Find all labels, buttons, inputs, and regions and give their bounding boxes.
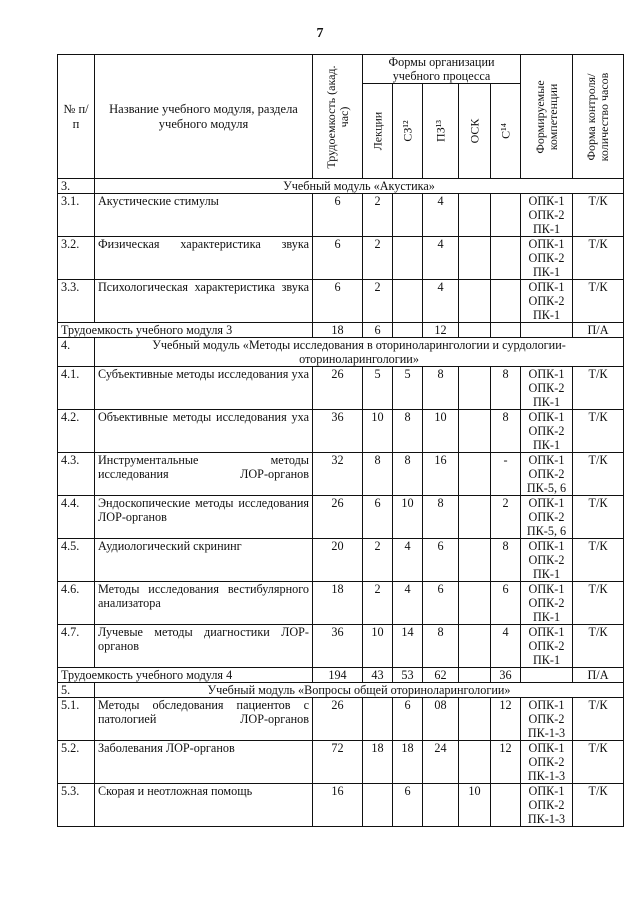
table-row	[58, 784, 624, 827]
section-number: 3.3.	[58, 280, 95, 323]
control-form: Т/К	[573, 741, 624, 784]
lecture-hours: 5	[363, 367, 393, 410]
total-competencies	[521, 668, 573, 683]
lecture-hours: 18	[363, 741, 393, 784]
osk-hours	[459, 367, 491, 410]
control-form: Т/К	[573, 280, 624, 323]
page-number: 7	[316, 26, 324, 41]
sz-hours: 4	[393, 539, 423, 582]
total-osk	[459, 668, 491, 683]
section-name: Скорая и неотложная помощь	[95, 784, 313, 827]
total-pz: 62	[423, 668, 459, 683]
competency-code: ПК-1	[532, 222, 561, 236]
labor-hours: 20	[313, 539, 363, 582]
total-lectures: 43	[363, 668, 393, 683]
module-total-row	[58, 323, 624, 338]
pz-hours: 8	[423, 496, 459, 539]
table-row	[58, 741, 624, 784]
lecture-hours	[363, 784, 393, 827]
module-title: Учебный модуль «Вопросы общей оториноларингологии»	[95, 683, 624, 698]
total-labor: 18	[313, 323, 363, 338]
module-title: Учебный модуль «Методы исследования в оториноларингологии и сурдологии-оториноларингологии»	[95, 338, 624, 367]
competency-code: ОПК-1	[528, 582, 565, 596]
total-control: П/А	[573, 668, 624, 683]
pz-hours	[423, 784, 459, 827]
competencies	[521, 625, 573, 668]
module-total-label: Трудоемкость учебного модуля 4	[58, 668, 313, 683]
section-name: Психологическая характеристика звука	[95, 280, 313, 323]
header-control: Форма контроля/ количество часов	[573, 55, 624, 179]
competency-code: ОПК-1	[528, 410, 565, 424]
lecture-hours: 10	[363, 410, 393, 453]
osk-hours	[459, 280, 491, 323]
competencies	[521, 582, 573, 625]
module-header-row	[58, 179, 624, 194]
lecture-hours: 2	[363, 280, 393, 323]
section-number: 5.3.	[58, 784, 95, 827]
section-name: Физическая характеристика звука	[95, 237, 313, 280]
control-form: Т/К	[573, 698, 624, 741]
s-hours: 8	[491, 539, 521, 582]
lecture-hours	[363, 698, 393, 741]
competency-code: ПК-1	[532, 438, 561, 452]
total-s: 36	[491, 668, 521, 683]
osk-hours	[459, 625, 491, 668]
competency-code: ОПК-2	[528, 251, 565, 265]
section-name: Заболевания ЛОР-органов	[95, 741, 313, 784]
table-row	[58, 410, 624, 453]
competency-code: ОПК-1	[528, 367, 565, 381]
competency-code: ПК-5, 6	[526, 524, 567, 538]
competency-code: ОПК-1	[528, 280, 565, 294]
section-number: 4.3.	[58, 453, 95, 496]
s-hours: 4	[491, 625, 521, 668]
competencies	[521, 367, 573, 410]
section-number: 4.6.	[58, 582, 95, 625]
section-name: Объективные методы исследования уха	[95, 410, 313, 453]
section-name: Субъективные методы исследования уха	[95, 367, 313, 410]
header-name: Название учебного модуля, раздела учебного модуля	[95, 55, 313, 179]
competency-code: ОПК-1	[528, 453, 565, 467]
s-hours: -	[491, 453, 521, 496]
header-num: № п/п	[58, 55, 95, 179]
competency-code: ПК-1	[532, 653, 561, 667]
pz-hours: 24	[423, 741, 459, 784]
pz-hours: 8	[423, 367, 459, 410]
module-number: 3.	[58, 179, 95, 194]
s-hours	[491, 280, 521, 323]
labor-hours: 36	[313, 410, 363, 453]
table-row	[58, 625, 624, 668]
table-row	[58, 539, 624, 582]
sz-hours: 4	[393, 582, 423, 625]
sz-hours: 8	[393, 410, 423, 453]
control-form: Т/К	[573, 784, 624, 827]
competencies	[521, 496, 573, 539]
total-sz: 53	[393, 668, 423, 683]
competency-code: ПК-1	[532, 265, 561, 279]
table-row	[58, 496, 624, 539]
header-pz: ПЗ¹³	[423, 84, 459, 179]
lecture-hours: 2	[363, 582, 393, 625]
s-hours: 2	[491, 496, 521, 539]
control-form: Т/К	[573, 582, 624, 625]
lecture-hours: 8	[363, 453, 393, 496]
osk-hours	[459, 453, 491, 496]
competency-code: ОПК-2	[528, 510, 565, 524]
s-hours	[491, 784, 521, 827]
module-number: 4.	[58, 338, 95, 367]
pz-hours: 6	[423, 539, 459, 582]
control-form: Т/К	[573, 237, 624, 280]
section-number: 4.1.	[58, 367, 95, 410]
section-name: Акустические стимулы	[95, 194, 313, 237]
section-number: 3.2.	[58, 237, 95, 280]
header-s: С¹⁴	[491, 84, 521, 179]
competency-code: ОПК-2	[528, 712, 565, 726]
competency-code: ОПК-2	[528, 424, 565, 438]
control-form: Т/К	[573, 453, 624, 496]
competency-code: ПК-1	[532, 308, 561, 322]
header-forms-group: Формы организации учебного процесса	[363, 55, 521, 84]
sz-hours	[393, 280, 423, 323]
module-header-row	[58, 338, 624, 367]
total-s	[491, 323, 521, 338]
pz-hours: 08	[423, 698, 459, 741]
curriculum-table	[57, 54, 624, 827]
competency-code: ПК-1-3	[527, 726, 566, 740]
total-pz: 12	[423, 323, 459, 338]
total-competencies	[521, 323, 573, 338]
competency-code: ОПК-2	[528, 553, 565, 567]
section-name: Лучевые методы диагностики ЛОР-органов	[95, 625, 313, 668]
header-sz: СЗ¹²	[393, 84, 423, 179]
competencies	[521, 280, 573, 323]
sz-hours: 8	[393, 453, 423, 496]
competencies	[521, 784, 573, 827]
competencies	[521, 698, 573, 741]
competency-code: ОПК-2	[528, 798, 565, 812]
labor-hours: 6	[313, 237, 363, 280]
section-name: Аудиологический скрининг	[95, 539, 313, 582]
table-row	[58, 280, 624, 323]
control-form: Т/К	[573, 496, 624, 539]
total-labor: 194	[313, 668, 363, 683]
osk-hours	[459, 582, 491, 625]
competency-code: ОПК-2	[528, 467, 565, 481]
osk-hours	[459, 698, 491, 741]
control-form: Т/К	[573, 194, 624, 237]
table-row	[58, 453, 624, 496]
module-number: 5.	[58, 683, 95, 698]
osk-hours: 10	[459, 784, 491, 827]
competency-code: ОПК-1	[528, 784, 565, 798]
competency-code: ОПК-2	[528, 381, 565, 395]
competency-code: ОПК-2	[528, 755, 565, 769]
header-osk: ОСК	[459, 84, 491, 179]
labor-hours: 16	[313, 784, 363, 827]
competency-code: ОПК-2	[528, 596, 565, 610]
sz-hours: 6	[393, 698, 423, 741]
competencies	[521, 453, 573, 496]
pz-hours: 4	[423, 194, 459, 237]
total-osk	[459, 323, 491, 338]
section-number: 4.5.	[58, 539, 95, 582]
section-number: 4.4.	[58, 496, 95, 539]
table-row	[58, 582, 624, 625]
competency-code: ПК-5, 6	[526, 481, 567, 495]
s-hours: 6	[491, 582, 521, 625]
total-control: П/А	[573, 323, 624, 338]
competency-code: ОПК-1	[528, 194, 565, 208]
header-competencies: Формируемые компетенции	[521, 55, 573, 179]
total-sz	[393, 323, 423, 338]
osk-hours	[459, 194, 491, 237]
total-lectures: 6	[363, 323, 393, 338]
competency-code: ОПК-1	[528, 237, 565, 251]
competency-code: ПК-1	[532, 395, 561, 409]
osk-hours	[459, 410, 491, 453]
pz-hours: 4	[423, 237, 459, 280]
osk-hours	[459, 539, 491, 582]
section-number: 3.1.	[58, 194, 95, 237]
competency-code: ПК-1-3	[527, 812, 566, 826]
section-number: 4.2.	[58, 410, 95, 453]
sz-hours: 14	[393, 625, 423, 668]
pz-hours: 4	[423, 280, 459, 323]
competency-code: ОПК-1	[528, 496, 565, 510]
module-title: Учебный модуль «Акустика»	[95, 179, 624, 194]
competency-code: ОПК-1	[528, 625, 565, 639]
labor-hours: 72	[313, 741, 363, 784]
competency-code: ОПК-2	[528, 294, 565, 308]
s-hours	[491, 237, 521, 280]
competencies	[521, 237, 573, 280]
osk-hours	[459, 741, 491, 784]
competency-code: ОПК-2	[528, 208, 565, 222]
header-labor: Трудоемкость (акад. час)	[313, 55, 363, 179]
sz-hours	[393, 237, 423, 280]
competency-code: ОПК-1	[528, 539, 565, 553]
section-number: 5.1.	[58, 698, 95, 741]
lecture-hours: 2	[363, 237, 393, 280]
lecture-hours: 2	[363, 194, 393, 237]
table-row	[58, 367, 624, 410]
lecture-hours: 10	[363, 625, 393, 668]
osk-hours	[459, 496, 491, 539]
competency-code: ПК-1	[532, 610, 561, 624]
control-form: Т/К	[573, 625, 624, 668]
lecture-hours: 6	[363, 496, 393, 539]
s-hours: 12	[491, 741, 521, 784]
labor-hours: 6	[313, 194, 363, 237]
section-name: Эндоскопические методы исследования ЛОР-органов	[95, 496, 313, 539]
labor-hours: 18	[313, 582, 363, 625]
sz-hours: 5	[393, 367, 423, 410]
section-name: Инструментальные методы исследования ЛОР-органов	[95, 453, 313, 496]
s-hours: 8	[491, 367, 521, 410]
labor-hours: 26	[313, 698, 363, 741]
s-hours: 8	[491, 410, 521, 453]
sz-hours: 6	[393, 784, 423, 827]
header-lectures: Лекции	[363, 84, 393, 179]
competencies	[521, 410, 573, 453]
competency-code: ОПК-1	[528, 698, 565, 712]
sz-hours: 18	[393, 741, 423, 784]
lecture-hours: 2	[363, 539, 393, 582]
section-name: Методы исследования вестибулярного анализатора	[95, 582, 313, 625]
table-row	[58, 698, 624, 741]
table-row	[58, 237, 624, 280]
competency-code: ПК-1	[532, 567, 561, 581]
labor-hours: 6	[313, 280, 363, 323]
labor-hours: 36	[313, 625, 363, 668]
pz-hours: 6	[423, 582, 459, 625]
competencies	[521, 741, 573, 784]
pz-hours: 8	[423, 625, 459, 668]
labor-hours: 26	[313, 367, 363, 410]
module-total-label: Трудоемкость учебного модуля 3	[58, 323, 313, 338]
pz-hours: 10	[423, 410, 459, 453]
section-number: 5.2.	[58, 741, 95, 784]
labor-hours: 32	[313, 453, 363, 496]
pz-hours: 16	[423, 453, 459, 496]
osk-hours	[459, 237, 491, 280]
control-form: Т/К	[573, 410, 624, 453]
competencies	[521, 194, 573, 237]
sz-hours: 10	[393, 496, 423, 539]
competency-code: ОПК-2	[528, 639, 565, 653]
labor-hours: 26	[313, 496, 363, 539]
control-form: Т/К	[573, 367, 624, 410]
sz-hours	[393, 194, 423, 237]
competency-code: ОПК-1	[528, 741, 565, 755]
section-number: 4.7.	[58, 625, 95, 668]
module-header-row	[58, 683, 624, 698]
section-name: Методы обследования пациентов с патологией ЛОР-органов	[95, 698, 313, 741]
competencies	[521, 539, 573, 582]
control-form: Т/К	[573, 539, 624, 582]
s-hours: 12	[491, 698, 521, 741]
s-hours	[491, 194, 521, 237]
table-row	[58, 194, 624, 237]
competency-code: ПК-1-3	[527, 769, 566, 783]
module-total-row	[58, 668, 624, 683]
